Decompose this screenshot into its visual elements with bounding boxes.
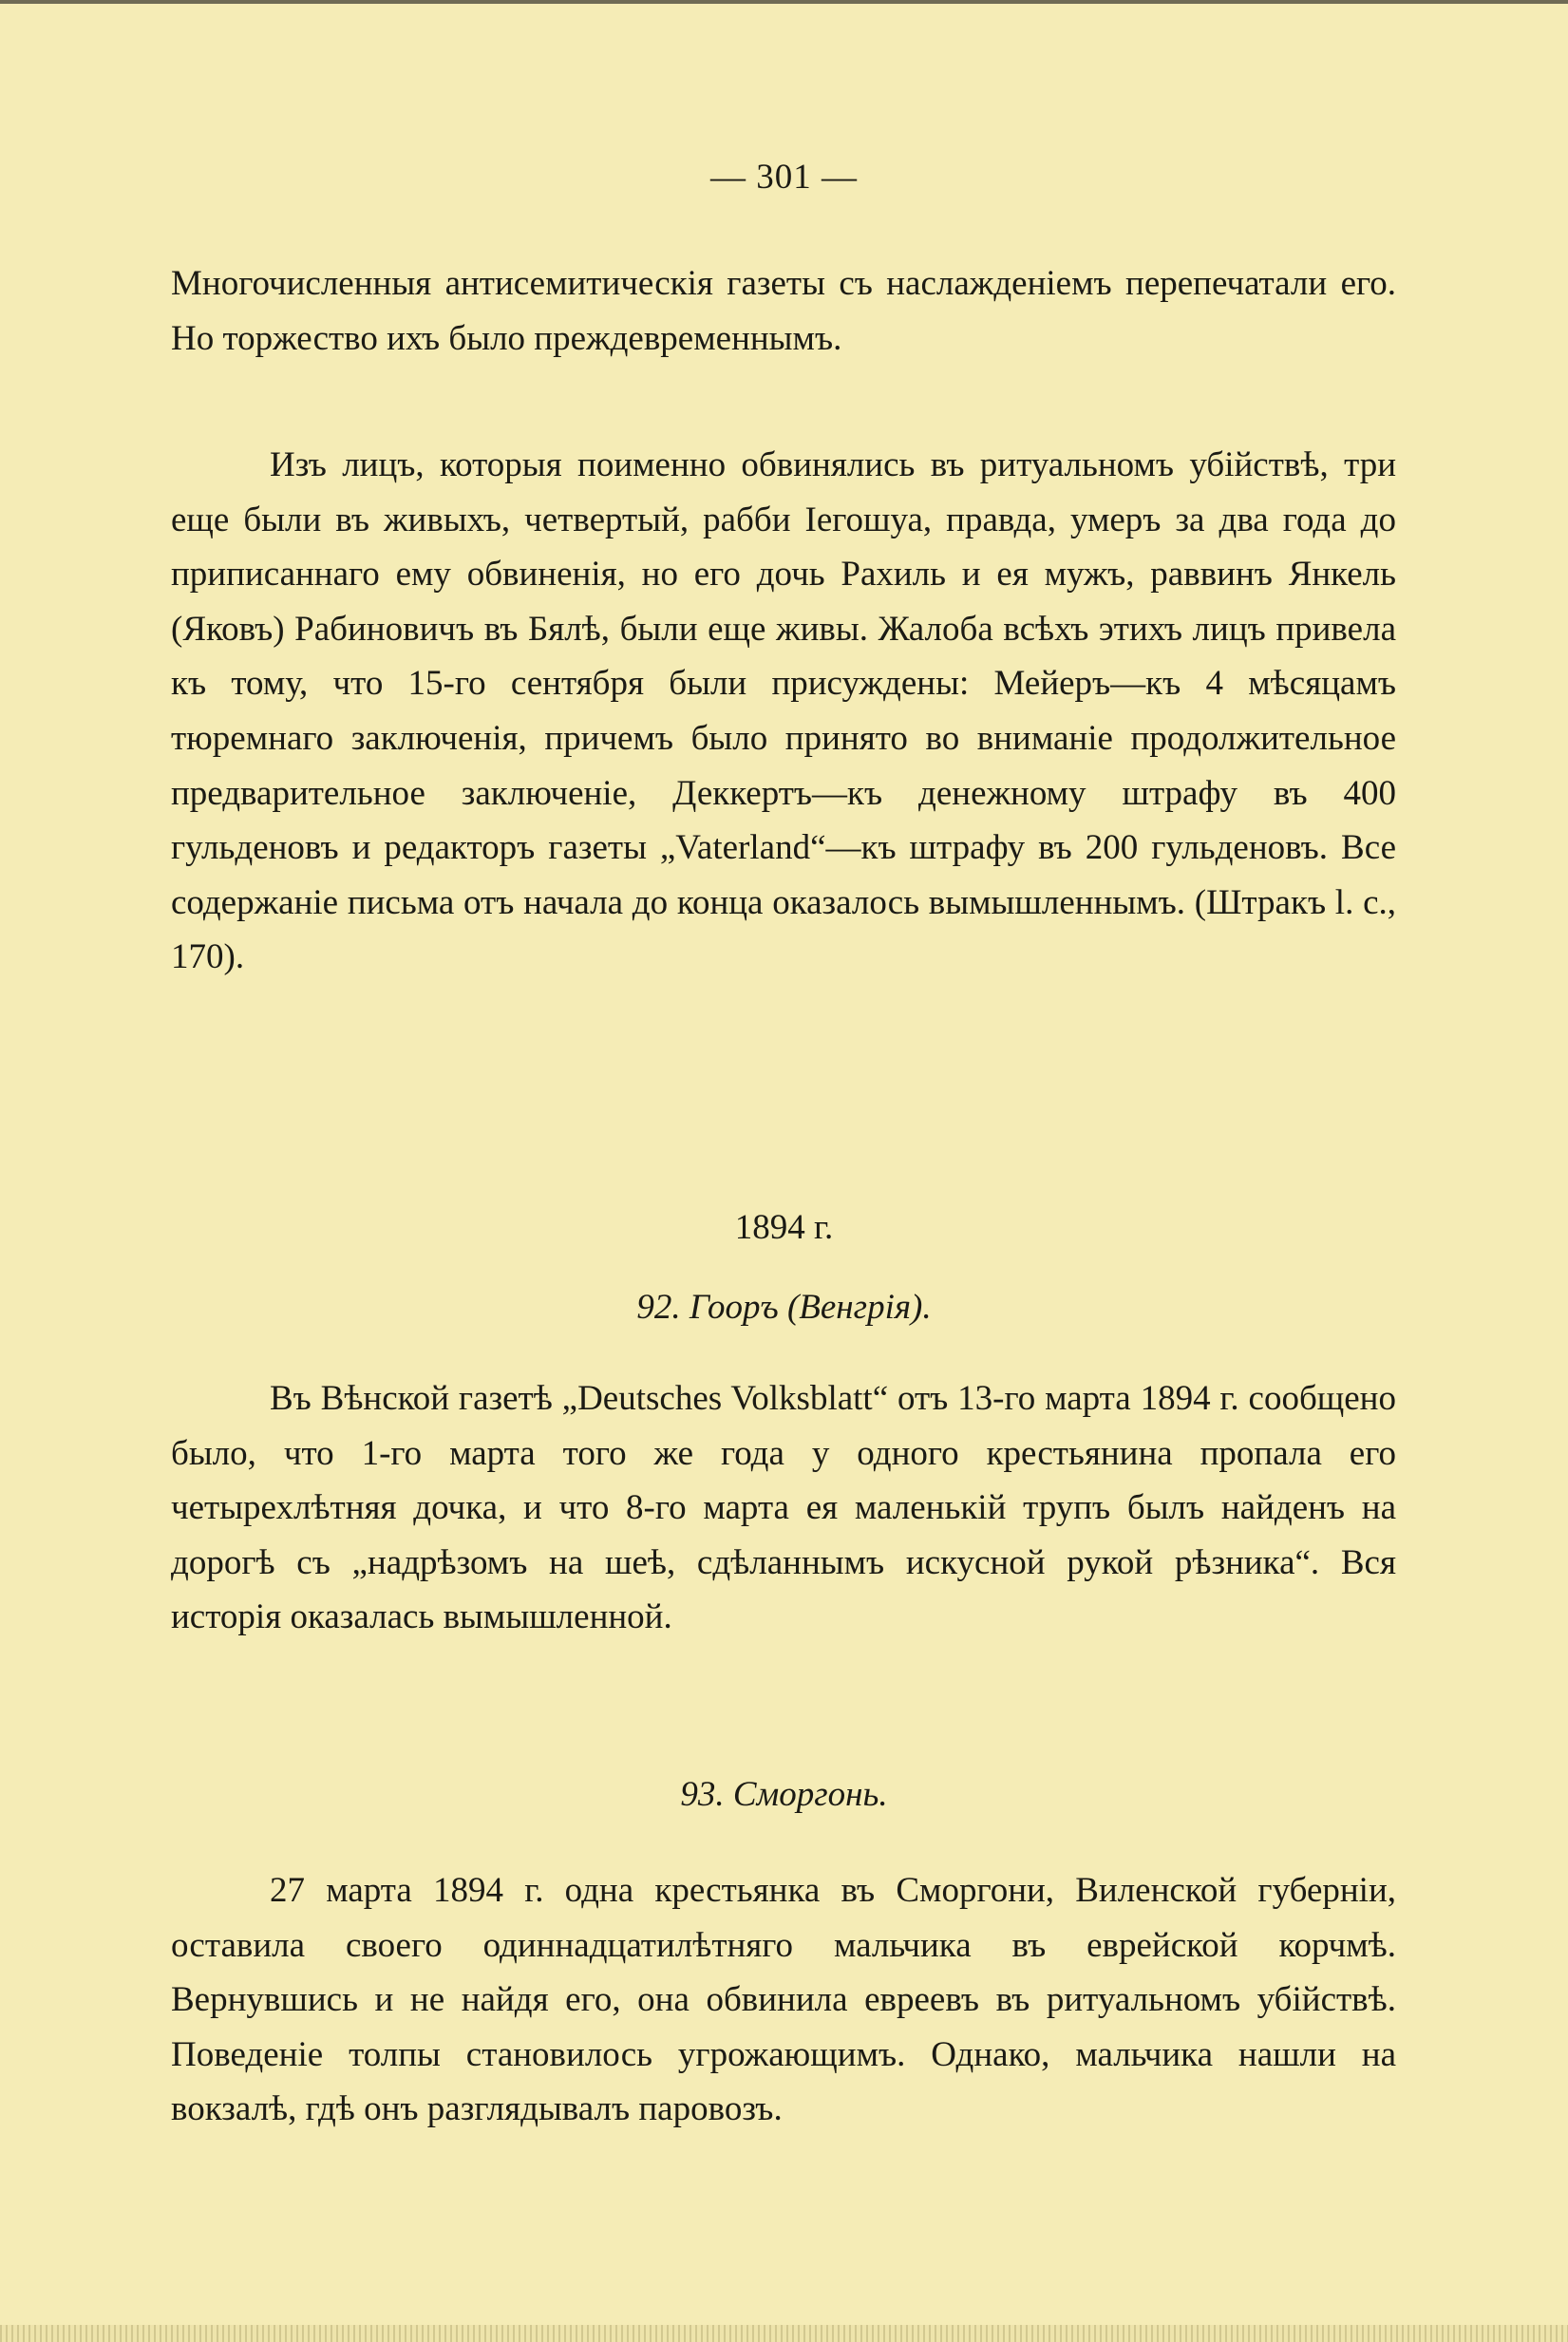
section-92-heading: 92. Гооръ (Венгрія). <box>636 1288 932 1327</box>
section-93-heading: 93. Сморгонь. <box>680 1775 888 1814</box>
page-bottom-edge <box>0 2325 1568 2342</box>
paragraph-4: 27 марта 1894 г. одна крестьянка въ Сморгони, Виленской губерніи, оставила своего одиннадцатилѣтняго мальчика въ еврейской корчмѣ. Вернувшись и не найдя его, она обвинила евреевъ въ ритуальномъ убійствѣ. Поведеніе толпы становилось угрожающимъ. Однако, мальчика нашли на вокзалѣ, гдѣ онъ разглядывалъ паровозъ. <box>171 1871 1396 2129</box>
page-top-edge <box>0 0 1568 4</box>
paragraph-3: Въ Вѣнской газетѣ „Deutsches Volksblatt“ отъ 13-го марта 1894 г. сообщено было, что 1-го марта того же года у одного крестьянина пропала его четырехлѣтняя дочка, и что 8-го марта ея маленькій трупъ былъ найденъ на дорогѣ съ „надрѣзомъ на шеѣ, сдѣланнымъ искусной рукой рѣзника“. Вся исторія оказалась вымышленной. <box>171 1379 1396 1637</box>
page-number: — 301 — <box>710 158 858 197</box>
year-heading: 1894 г. <box>734 1208 834 1247</box>
paragraph-2: Изъ лицъ, которыя поименно обвинялись въ ритуальномъ убійствѣ, три еще были въ живыхъ, четвертый, рабби Іегошуа, правда, умеръ за два года до приписаннаго ему обвиненія, но его дочь Рахиль и ея мужъ, раввинъ Янкель (Яковъ) Рабиновичъ въ Бялѣ, были еще живы. Жалоба всѣхъ этихъ лицъ привела къ тому, что 15-го сентября были присуждены: Мейеръ—къ 4 мѣсяцамъ тюремнаго заключенія, причемъ было принято во вниманіе продолжительное предварительное заключеніе, Деккертъ—къ денежному штрафу въ 400 гульденовъ и редакторъ газеты „Vaterland“—къ штрафу въ 200 гульденовъ. Все содержаніе письма отъ начала до конца оказалось вымышленнымъ. (Штракъ l. с., 170). <box>171 445 1396 977</box>
paragraph-1: Многочисленныя антисемитическія газеты съ наслажденіемъ перепечатали его. Но торжество ихъ было преждевременнымъ. <box>171 264 1396 358</box>
